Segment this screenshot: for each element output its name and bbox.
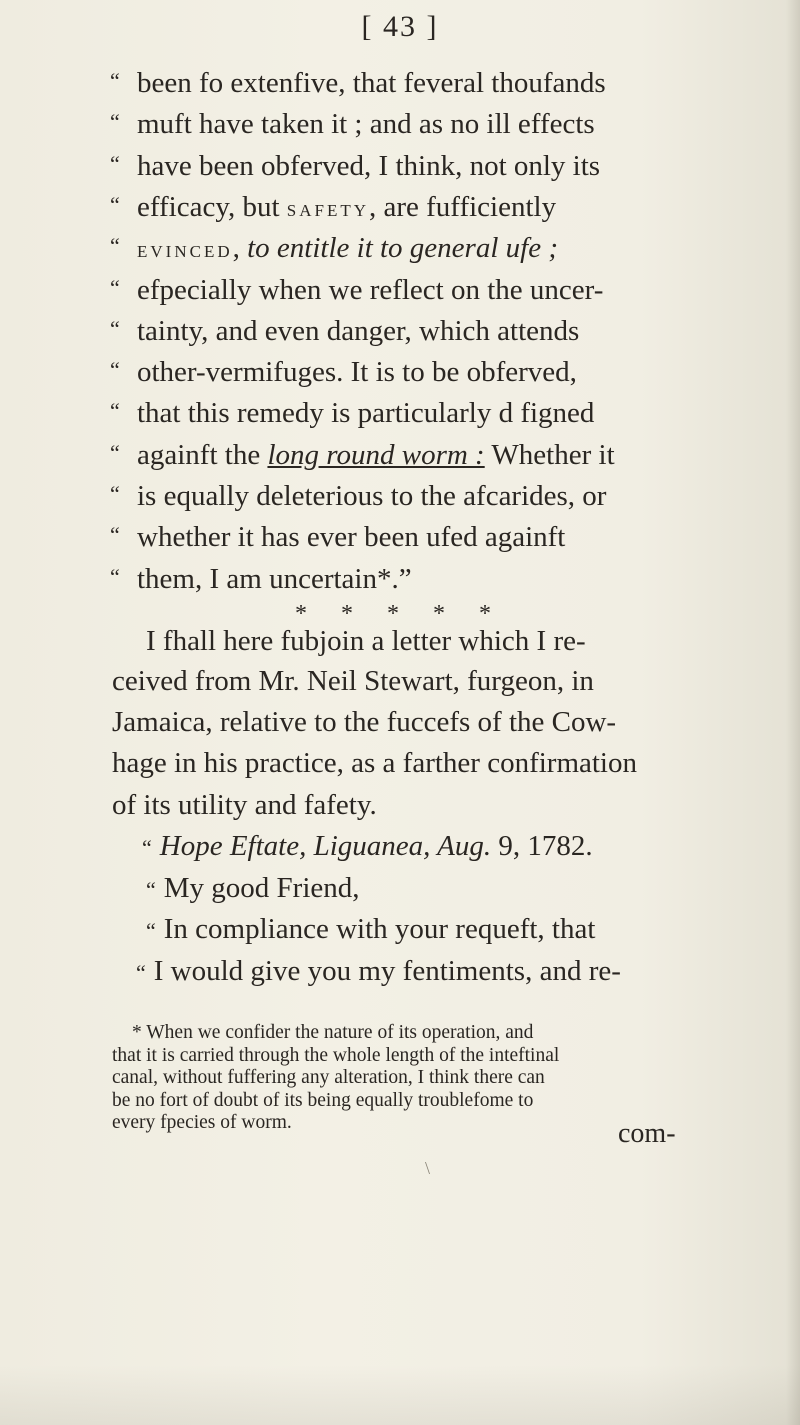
- page-bottom-shadow: [0, 1365, 800, 1425]
- body-line: of its utility and fafety.: [112, 789, 377, 821]
- stray-mark: \: [425, 1158, 431, 1178]
- quote-mark: “: [146, 918, 156, 943]
- quote-text: is equally deleterious to the afcarides, or: [137, 480, 607, 512]
- body-line: Jamaica, relative to the fuccefs of the Cow-: [112, 706, 617, 738]
- footnote-line: that it is carried through the whole length of the inteftinal: [112, 1044, 560, 1066]
- quote-mark: “: [110, 191, 120, 217]
- quote-text: other-vermifuges. It is to be obferved,: [137, 356, 577, 389]
- quote-mark: “: [110, 481, 120, 506]
- page-edge-shadow: [786, 0, 800, 1425]
- quote-mark: “: [146, 877, 156, 902]
- footnote-line: be no fort of doubt of its being equally troublefome to: [112, 1089, 534, 1111]
- body-line: ceived from Mr. Neil Stewart, furgeon, in: [112, 665, 594, 697]
- quote-text: evinced, to entitle it to general ufe ;: [137, 232, 558, 265]
- quote-text: tainty, and even danger, which attends: [137, 314, 580, 347]
- quote-text: been fo extenfive, that feveral thoufands: [137, 67, 606, 99]
- letter-text: My good Friend,: [163, 872, 360, 904]
- quote-mark: “: [110, 357, 120, 383]
- quote-mark: “: [142, 835, 152, 860]
- quote-text: efficacy, but safety, are fufficiently: [137, 190, 557, 223]
- quote-mark: “: [110, 150, 120, 176]
- footnote-line: canal, without fuffering any alteration, I think there can: [112, 1067, 545, 1088]
- quote-mark: “: [110, 274, 120, 300]
- letter-line: [136, 954, 621, 990]
- letter-text: In compliance with your requeft, that: [163, 913, 596, 945]
- quote-mark: “: [110, 398, 120, 424]
- body-line: I fhall here fubjoin a letter which I re-: [146, 625, 586, 657]
- quote-mark: “: [110, 522, 120, 548]
- footnote-line: every fpecies of worm.: [112, 1112, 292, 1133]
- page-number: [ 43 ]: [361, 10, 439, 43]
- quote-text: that this remedy is particularly d figned: [137, 397, 595, 430]
- letter-line: [142, 829, 593, 865]
- letter-text: I would give you my fentiments, and re-: [153, 955, 621, 987]
- quote-mark: “: [110, 315, 120, 341]
- letter-line: [146, 912, 595, 948]
- letter-line: [146, 871, 360, 907]
- quote-text: have been obferved, I think, not only its: [137, 149, 601, 182]
- quote-mark: “: [110, 68, 120, 93]
- quote-mark: “: [110, 439, 120, 465]
- catchword: com-: [618, 1118, 676, 1149]
- quote-mark: “: [110, 233, 120, 259]
- quote-text: whether it has ever been ufed againft: [137, 521, 566, 554]
- footnote-line: * When we confider the nature of its operation, and: [132, 1022, 534, 1043]
- quote-text: them, I am uncertain*.”: [137, 562, 412, 595]
- quote-mark: “: [110, 109, 120, 135]
- letter-text: 9, 1782.: [491, 830, 593, 862]
- quote-text: efpecially when we reflect on the uncer-: [137, 273, 604, 306]
- body-line: hage in his practice, as a farther confirmation: [112, 747, 637, 779]
- quote-text: againft the long round worm : Whether it: [137, 438, 615, 471]
- letter-text: Hope Eftate, Liguanea, Aug.: [159, 830, 492, 862]
- quote-mark: “: [136, 960, 146, 985]
- section-break-stars: * * * * *: [295, 601, 505, 627]
- quote-text: muft have taken it ; and as no ill effects: [137, 108, 595, 141]
- quote-mark: “: [110, 563, 120, 589]
